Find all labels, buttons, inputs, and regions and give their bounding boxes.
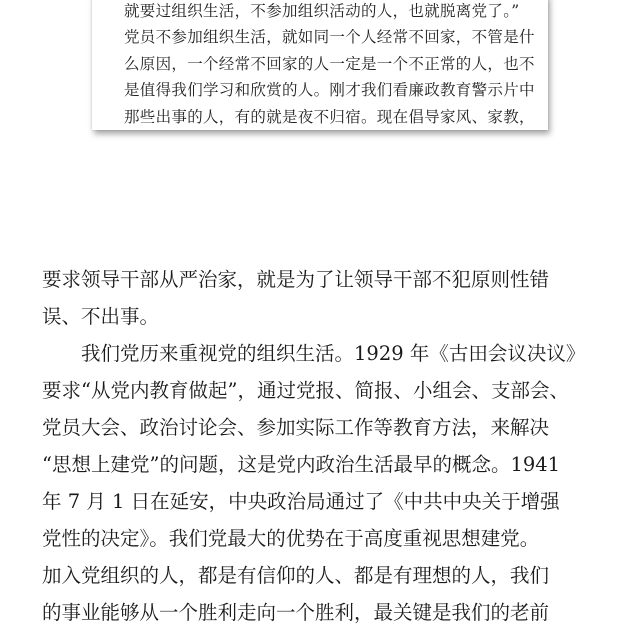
paragraph-line: 党性的决定》。我们党最大的优势在于高度重视思想建党。 — [42, 527, 540, 550]
quote-line: 党员不参加组织生活，就如同一个人经常不回家，不管是什 — [124, 28, 535, 46]
quote-line: 那些出事的人，有的就是夜不归宿。现在倡导家风、家教， — [124, 108, 535, 126]
paragraph-line: “思想上建党”的问题，这是党内政治生活最早的概念。1941 — [42, 453, 561, 476]
quote-line: 是值得我们学习和欣赏的人。刚才我们看廉政教育警示片中 — [124, 81, 535, 99]
paragraph-line: 我们党历来重视党的组织生活。1929 年《古田会议决议》 — [42, 342, 586, 365]
paragraph-line: 年 7 月 1 日在延安，中央政治局通过了《中共中央关于增强 — [42, 490, 560, 513]
paragraph-line: 要求“从党内教育做起”，通过党报、简报、小组会、支部会、 — [42, 379, 569, 402]
quote-line: 么原因，一个经常不回家的人一定是一个不正常的人，也不 — [124, 55, 535, 73]
paragraph-line: 党员大会、政治讨论会、参加实际工作等教育方法，来解决 — [42, 416, 550, 439]
paragraph-line: 加入党组织的人，都是有信仰的人、都是有理想的人，我们 — [42, 564, 550, 587]
paragraph-line: 的事业能够从一个胜利走向一个胜利，最关键是我们的老前 — [42, 601, 550, 624]
paragraph-line: 要求领导干部从严治家，就是为了让领导干部不犯原则性错 — [42, 268, 550, 291]
quote-card — [92, 0, 548, 130]
paragraph-line: 误、不出事。 — [42, 305, 160, 328]
quote-line: 就要过组织生活，不参加组织活动的人，也就脱离党了。” — [124, 2, 520, 20]
